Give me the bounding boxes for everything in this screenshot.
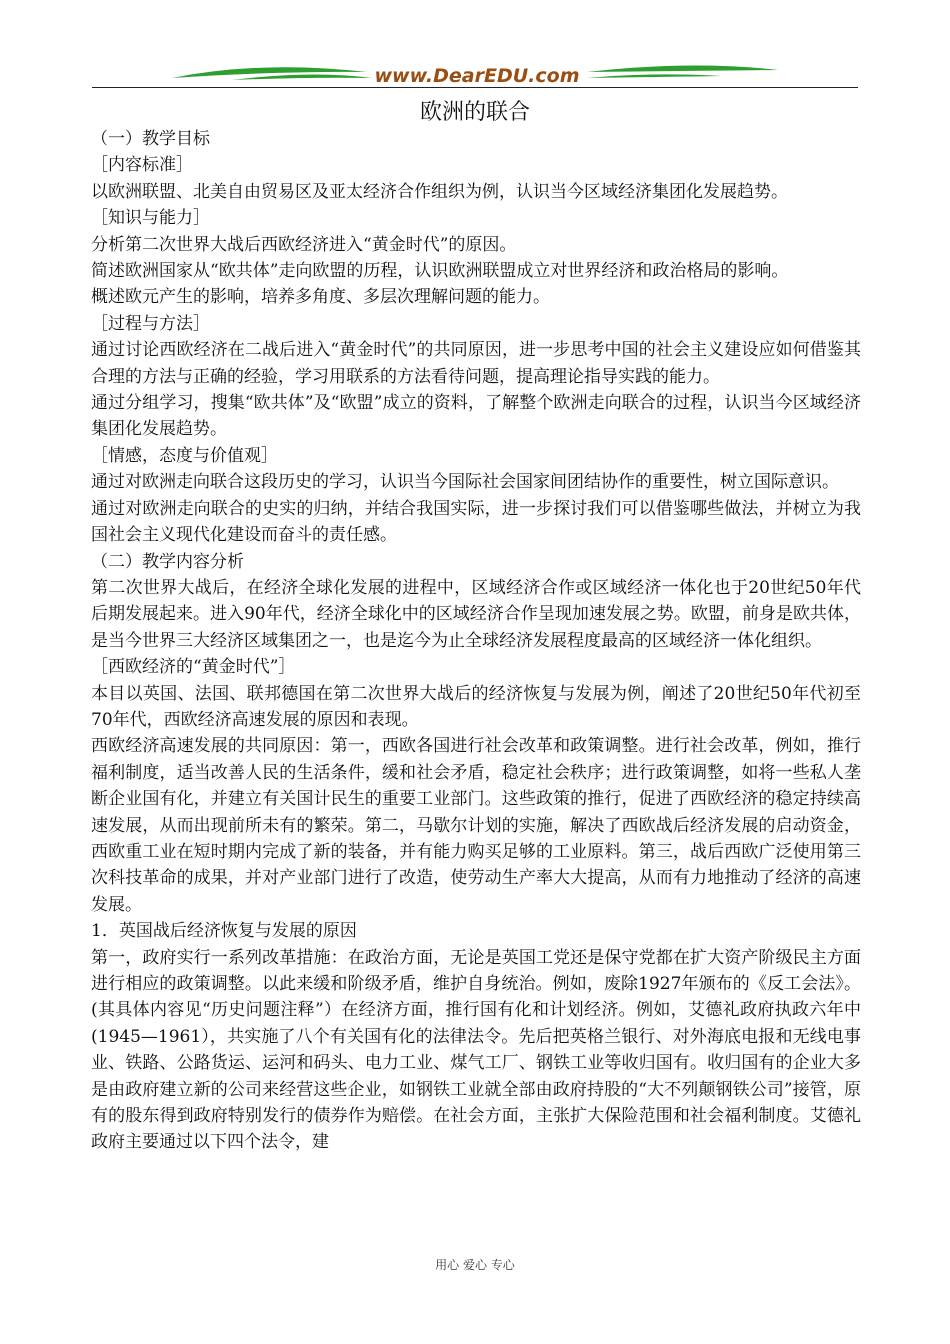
body-paragraph: 通过讨论西欧经济在二战后进入“黄金时代”的共同原因，进一步思考中国的社会主义建设应如何借鉴其合理的方法与正确的经验，学习用联系的方法看待问题，提高理论指导实践的能力。 bbox=[91, 340, 861, 387]
site-url-text: www.DearEDU.com bbox=[374, 65, 580, 87]
body-paragraph: 本目以英国、法国、联邦德国在第二次世界大战后的经济恢复与发展为例，阐述了20世纪50年代初至70年代，西欧经济高速发展的原因和表现。 bbox=[91, 683, 861, 730]
body-paragraph: 简述欧洲国家从“欧共体”走向欧盟的历程，认识欧洲联盟成立对世界经济和政治格局的影响。 bbox=[91, 261, 789, 282]
document-body bbox=[91, 126, 861, 1156]
numbered-heading-uk: 1．英国战后经济恢复与发展的原因 bbox=[91, 921, 357, 942]
body-paragraph: 分析第二次世界大战后西欧经济进入“黄金时代”的原因。 bbox=[91, 234, 517, 255]
subheading-process-method: ［过程与方法］ bbox=[91, 313, 210, 334]
document-title: 欧洲的联合 bbox=[419, 100, 530, 125]
section-heading-objectives: （一）教学目标 bbox=[91, 129, 210, 149]
body-paragraph: 通过分组学习，搜集“欧共体”及“欧盟”成立的资料，了解整个欧洲走向联合的过程，认识当今区域经济集团化发展趋势。 bbox=[91, 393, 861, 440]
left-leaf-swoosh-2 bbox=[232, 74, 372, 80]
body-paragraph: 以欧洲联盟、北美自由贸易区及亚太经济合作组织为例，认识当今区域经济集团化发展趋势。 bbox=[91, 181, 788, 202]
body-paragraph: 第一，政府实行一系列改革措施：在政治方面，无论是英国工党还是保守党都在扩大资产阶级民主方面进行相应的政策调整。以此来缓和阶级矛盾，维护自身统治。例如，废除1927年颁布的《反工会法》。(其具体内容见“历史问题注释”）在经济方面，推行国有化和计划经济。例如，艾德礼政府执政六年中(1945—1961），共实施了八个有关国有化的法律法令。先后把英格兰银行、对外海底电报和无线电事业、铁路、公路货运、运河和码头、电力工业、煤气工厂、钢铁工业等收归国有。收归国有的企业大多是由政府建立新的公司来经营这些企业，如钢铁工业就全部由政府持股的“大不列颠钢铁公司”接管，原有的股东得到政府特别发行的债券作为赔偿。在社会方面，主张扩大保险范围和社会福利制度。艾德礼政府主要通过以下四个法令，建 bbox=[91, 947, 861, 1153]
header-divider bbox=[92, 87, 858, 88]
body-paragraph: 概述欧元产生的影响，培养多角度、多层次理解问题的能力。 bbox=[91, 287, 550, 308]
page-footer: 用心 爱心 专心 bbox=[435, 1258, 515, 1272]
section-heading-content-analysis: （二）教学内容分析 bbox=[91, 551, 244, 572]
body-paragraph: 通过对欧洲走向联合的史实的归纳，并结合我国实际，进一步探讨我们可以借鉴哪些做法，并树立为我国社会主义现代化建设而奋斗的责任感。 bbox=[91, 498, 861, 546]
right-leaf-swoosh-2 bbox=[587, 74, 722, 78]
body-paragraph: 西欧经济高速发展的共同原因：第一，西欧各国进行社会改革和政策调整。进行社会改革，例如，推行福利制度，适当改善人民的生活条件，缓和社会矛盾，稳定社会秩序；进行政策调整，如将一些私人垄断企业国有化，并建立有关国计民生的重要工业部门。这些政策的推行，促进了西欧经济的稳定持续高速发展，从而出现前所未有的繁荣。第二，马歇尔计划的实施，解决了西欧战后经济发展的启动资金，西欧重工业在短时期内完成了新的装备，并有能力购买足够的工业原料。第三，战后西欧广泛使用第三次科技革命的成果，并对产业部门进行了改造，使劳动生产率大大提高，从而有力地推动了经济的高速发展。 bbox=[91, 736, 861, 915]
subheading-content-standard: ［内容标准］ bbox=[91, 155, 193, 176]
body-paragraph: 通过对欧洲走向联合这段历史的学习，认识当今国际社会国家间团结协作的重要性，树立国际意识。 bbox=[91, 472, 839, 493]
subheading-knowledge-ability: ［知识与能力］ bbox=[91, 208, 210, 229]
right-leaf-swoosh bbox=[587, 65, 778, 72]
subheading-emotion-values: ［情感，态度与价值观］ bbox=[91, 445, 278, 466]
subheading-golden-age: ［西欧经济的“黄金时代”］ bbox=[91, 657, 296, 678]
body-paragraph: 第二次世界大战后，在经济全球化发展的进程中，区域经济合作或区域经济一体化也于20世纪50年代后期发展起来。进入90年代，经济全球化中的区域经济合作呈现加速发展之势。欧盟，前身是欧共体，是当今世界三大经济区域集团之一，也是迄今为止全球经济发展程度最高的区域经济一体化组织。 bbox=[91, 577, 861, 651]
